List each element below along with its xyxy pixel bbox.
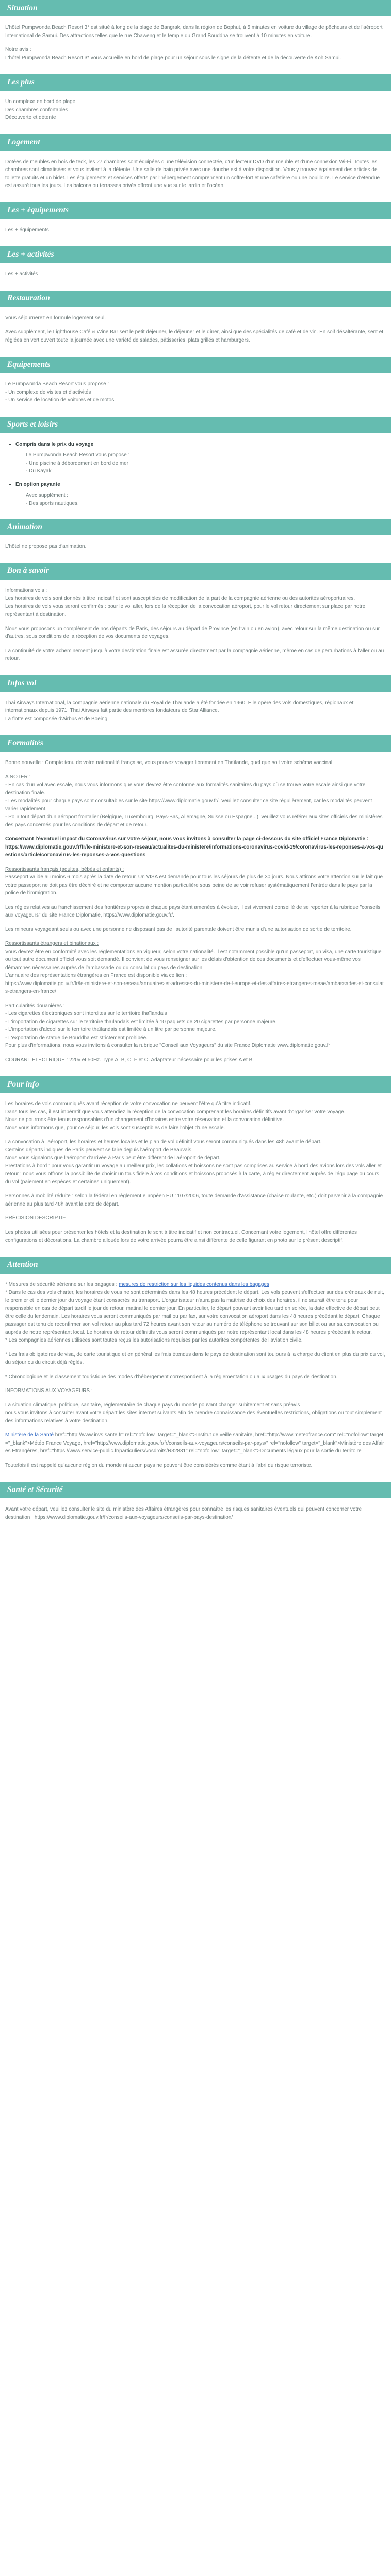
formalites-customs-heading: Particularités douanières : [5,1003,65,1009]
formalites-customs-item: - L'importation d'alcool sur le territoire thaïlandais est limitée à un litre par personne majeure. [5,1027,217,1032]
pour-info-subheading: PRÉCISION DESCRIPTIF [5,1215,66,1221]
sports-paid-item: Avec supplément : [26,493,69,498]
sports-title: Sports et loisirs [7,420,58,429]
bon-savoir-section [0,587,391,675]
situation-header [0,0,391,16]
pour-info-text: Dans tous les cas, il est impératif que vous attendiez la réception de la convocation comprenant les horaires définitifs avant d'organiser votre voyage. [5,1109,346,1115]
bon-savoir-label: Informations vols : [5,587,47,594]
equipements-section [0,380,391,417]
pour-info-text: Les photos utilisées pour présenter les hôtels et la destination le sont à titre indicatif et non contractuel. Concernant votre logement, l'hôtel offre différentes configurations et décorations. La chambre allouée lors de votre arrivée pourra être ainsi différente de celle figurant en photo sur le présent descriptif. [5,1229,357,1243]
attention-header [0,1257,391,1274]
sante-title: Santé et Sécurité [7,1485,63,1494]
formalites-note: - En cas d'un vol avec escale, nous vous informons que vous devrez être conforme aux formalités sanitaires du pays où se trouve votre escale ainsi que votre destination finale. [5,782,366,796]
infos-vol-text: Thai Airways International, la compagnie aérienne nationale du Royal de Thaïlande a été fondée en 1960. Elle opère des vols domestiques, régionaux et internationaux depuis 1971. Thai Airways fait partie des membres fondateurs de Star Alliance. [5,700,354,714]
bon-savoir-title: Bon à savoir [7,566,49,575]
bon-savoir-text: Les horaires de vols vous seront confirmés : pour le vol aller, lors de la réception de la convocation aéroport, pour le vol retour directement sur place par notre représentant à destination. [5,603,366,617]
plus-item: Des chambres confortables [5,107,68,113]
infos-vol-header [0,675,391,692]
pour-info-section [0,1100,391,1257]
sante-header [0,1482,391,1498]
animation-header [0,519,391,535]
activites-plus-text: Les + activités [5,271,38,277]
formalites-borders-text: Les règles relatives au franchissement des frontières propres à chaque pays étant amenées à évoluer, il est vivement conseillé de se reporter à la rubrique "conseils aux voyageurs" du site France Diplomatie, https://www.diplomatie.gouv.fr/. [5,904,381,918]
plus-title: Les plus [7,77,35,87]
pour-info-title: Pour info [7,1079,39,1089]
formalites-note-label: A NOTER : [5,774,31,780]
attention-health-link[interactable]: Ministère de la Santé [5,1432,54,1438]
pour-info-text: Nous vous signalons que l'aéroport d'arrivée à Paris peut être différent de l'aéroport de départ. [5,1155,221,1161]
formalites-minors-text: Les mineurs voyageant seuls ou avec une personne ne disposant pas de l'autorité parentale doivent être munis d'une autorisation de sortie de territoire. [5,926,352,933]
attention-text: * Dans le cas des vols charter, les horaires de vous ne sont déterminés dans les 48 heures précédent le départ. Les vols peuvent s'effectuer sur des créneaux de nuit, le premier et le dernier jour du voyage étant consacrés au transport. L'organisateur n'aura pas la maîtrise du choix des horaires, il ne saurait être tenu pour responsable en cas de départ tardif le jour de retour, matinal le dernier jour. En particulier, le départ pouvant avoir lieu tard en soirée, la date effective de départ peut être celle du lendemain. Les horaires vous seront communiqués par mail ou par fax, sur votre convocation aéroport dans les 48 heures précédant le départ. Chaque passager est tenu de reconfirmer son vol retour au plus tard 72 heures avant son retour au numéro de téléphone se trouvant sur son billet ou sur sa convocation ou auprès de notre représentant local. Le horaires de retour définitifs vous seront communiqués par notre représentant local dans les 48 heures précédant le retour. [5,1290,384,1335]
formalites-power: COURANT ELECTRIQUE : 220v et 50Hz. Type A, B, C, F et O. Adaptateur nécessaire pour les prises A et B. [5,1057,254,1063]
equipements-item: - Un complexe de visites et d'activités [5,389,91,395]
infos-vol-text: La flotte est composée d'Airbus et de Boeing. [5,716,109,722]
restauration-formula: Vous séjournerez en formule logement seul. [5,315,106,321]
sports-included-item: Le Pumpwonda Beach Resort vous propose : [26,452,130,458]
logement-section [0,158,391,202]
pour-info-text: Nous vous informons que, pour ce séjour, les vols sont susceptibles de faire l'objet d'une escale. [5,1125,225,1131]
situation-section [0,24,391,74]
attention-text: * Les compagnies aériennes utilisées sont toutes reçus les autorisations requises par les autorités compétentes de l'aviation civile. [5,1337,303,1343]
logement-title: Logement [7,138,40,147]
activites-plus-header [0,246,391,263]
sports-paid-heading: • En option payante [15,481,386,489]
bon-savoir-text: Les horaires de vols sont donnés à titre indicatif et sont susceptibles de modification de la part de la compagnie aérienne ou des autorités aéroportuaires. [5,596,355,601]
formalites-header [0,735,391,752]
formalites-title: Formalités [7,738,43,748]
pour-info-text: Personnes à mobilité réduite : selon la fédéral en règlement européen EU 1107/2006, toute demande d'assistance (chaise roulante, etc.) doit parvenir à la compagnie aérienne au plus tard 48h avant la date de départ. [5,1193,383,1207]
sports-included-item: - Une piscine à débordement en bord de mer [26,460,129,466]
attention-text: * Les frais obligatoires de visa, de carte touristique et en général les frais étendus dans le pays de destination sont toujours à la charge du client en plus du prix du vol, du séjour ou du circuit déjà réglés. [5,1351,385,1365]
sante-text: Avant votre départ, veuillez consulter le site du ministère des Affaires étrangères pour connaître les risques sanitaires éventuels qui peuvent concerner votre destination : https://www.diplomatie.gouv.fr/fr/conseils-aux-voyageurs/conseils-par-pays-destination/ [5,1506,362,1520]
formalites-french-text: Passeport valide au moins 6 mois après la date de retour. Un VISA est demandé pour tous les séjours de plus de 30 jours. Nous attirons votre attention sur le fait que votre passeport ne doit pas être déchiré et ne comporter aucune mention particulière sous peine de se voir refuser systématiquement l'entrée dans le pays par la police de l'immigration. [5,874,383,896]
attention-security-label: * Mesures de sécurité aérienne sur les bagages : [5,1281,119,1287]
formalites-foreign-text: Vous devrez être en conformité avec les réglementations en vigueur, selon votre nationalité. Il est notamment possible qu'un passeport, un visa, une carte touristique ou tout autre document officiel vous soit demandé. Il convient de vous renseigner sur les délais d'obtention de ces documents et d'effectuer vous-même vos démarches nécessaires auprès de l'ambassade ou du consulat du pays de destination. [5,948,382,971]
attention-section [0,1281,391,1482]
equip-plus-section [0,226,391,247]
sports-list-2 [5,481,386,489]
sports-section [0,440,391,519]
logement-text: Dotées de meubles en bois de teck, les 27 chambres sont équipées d'une télévision connectée, d'un lecteur DVD d'un meuble et d'une connexion Wi-Fi. Toutes les chambres sont climatisées et vous invitent à la détente. Une salle de bain privée avec une douche est à votre disposition. Vous y trouvez également des articles de toilette gratuits et un bidet. Les équipements et services offerts par l'hébergement comprennent un coffre-fort et une cafetière ou une bouilloire. Le service d'étendue est assuré tous les jours. Les balcons ou terrasses privés offrent une vue sur le jardin et l'océan. [5,159,380,189]
pour-info-text: Prestations à bord : pour vous garantir un voyage au meilleur prix, les collations et boissons ne sont pas comprises au service à bord des avions lors des vols aller et retour ; nous vous offrons la possibilité de choisir un tous fidèle à vos conditions et boissons proposés à la carte, à régler directement auprès de l'équipage ou cours du vol (paiement en espèces et certaines uniquement). [5,1163,382,1185]
formalites-customs-item: - Les cigarettes électroniques sont interdites sur le territoire thaïlandais [5,1011,167,1016]
equip-plus-header [0,202,391,219]
animation-text: L'hôtel ne propose pas d'animation. [5,544,87,549]
logement-header [0,134,391,151]
formalites-covid-heading: Concernant l'éventuel impact du Coronavirus sur votre séjour, nous vous invitons à consulter la page ci-dessous du site officiel France Diplomatie : [5,836,369,842]
attention-links [5,1431,386,1455]
situation-opinion-label: Notre avis : [5,47,31,53]
activites-plus-section [0,270,391,291]
attention-title: Attention [7,1260,38,1269]
equipements-header [0,357,391,373]
equipements-title: Equipements [7,360,51,369]
restauration-title: Restauration [7,294,50,303]
formalites-text: Bonne nouvelle : Compte tenu de votre nationalité française, vous pouvez voyager librement en Thaïlande, quel que soit votre schéma vaccinal. [5,760,334,766]
formalites-customs-item: - L'exportation de statue de Bouddha est strictement prohibée. [5,1035,148,1041]
infos-vol-section [0,699,391,736]
animation-title: Animation [7,522,43,531]
formalites-foreign-heading: Ressortissants étrangers et binationaux : [5,941,99,946]
bon-savoir-text: Nous vous proposons un complément de nos départs de Paris, des séjours au départ de Province (en train ou en avion), avec retour sur la même destination ou sur d'autres, sous conditions de la réception de vos documents de voyages. [5,625,380,639]
situation-opinion-text: L'hôtel Pumpwonda Beach Resort 3* vous accueille en bord de plage pour un séjour sous le signe de la détente et de la découverte de Koh Samui. [5,55,341,61]
formalites-french-heading: Ressortissants français (adultes, bébés et enfants) : [5,866,124,872]
bon-savoir-text: La continuité de votre acheminement jusqu'à votre destination finale est assurée directement par la compagnie aérienne, même en cas de perturbations à l'aller ou au retour. [5,648,384,662]
sports-paid-list [5,492,386,507]
situation-text: L'hôtel Pumpwonda Beach Resort 3* est situé à long de la plage de Bangrak, dans la région de Bophut, à 5 minutes en voiture du village de pêcheurs et de l'aéroport International de Samui. Des attractions telles que le rue Chaweng et le temple du Grand Bouddha se trouvent à 10 minutes en voiture. [5,25,383,39]
equip-plus-title: Les + équipements [7,206,69,215]
equipements-intro: Le Pumpwonda Beach Resort vous propose : [5,381,109,387]
sports-included-list [5,451,386,476]
plus-section [0,98,391,134]
plus-header [0,74,391,91]
sports-included-heading: • Compris dans le prix du voyage [15,440,386,449]
plus-item: Un complexe en bord de plage [5,99,76,105]
sports-list [5,440,386,449]
sports-header [0,417,391,433]
attention-text: * Chronologique et le classement touristique des modes d'hébergement correspondent à la réglementation ou aux usages du pays de destination. [5,1374,338,1380]
sante-section [0,1505,391,1534]
sports-paid-item: - Des sports nautiques. [26,500,79,506]
formalites-note: - Pour tout départ d'un aéroport frontalier (Belgique, Luxembourg, Pays-Bas, Allemagne, Suisse ou Espagne...), veuillez vous référer aux sites officiels des ministères des pays concernés pour les conditions de départ et de retour. [5,814,383,828]
situation-title: Situation [7,3,38,12]
equip-plus-text: Les + équipements [5,227,49,233]
pour-info-header [0,1076,391,1093]
attention-liquids-link[interactable]: mesures de restriction sur les liquides contenus dans les bagages [119,1281,269,1287]
formalites-customs-info: Pour plus d'informations, nous vous invitons à consulter la rubrique "Conseil aux Voyageurs" du site France Diplomatie www.diplomatie.gouv.fr [5,1043,330,1048]
attention-text: Toutefois il est rappelé qu'aucune région du monde ni aucun pays ne peuvent être considérés comme étant à l'abri du risque terroriste. [5,1462,313,1468]
formalites-note: - Les modalités pour chaque pays sont consultables sur le site https://www.diplomatie.gouv.fr/. Veuillez consulter ce site régulièrement, car les modalités peuvent varier rapidement. [5,798,372,812]
bon-savoir-header [0,563,391,580]
pour-info-text: Les horaires de vols communiqués avant réception de votre convocation ne peuvent l'être qu'à titre indicatif. [5,1101,252,1107]
formalites-covid-link[interactable]: https://www.diplomatie.gouv.fr/fr/le-ministere-et-son-reseau/actualites-du-ministere/informations-coronavirus-covid-19/coronavirus-les-reponses-a-vos-questions/article/coronavirus-les-reponses-a-vos-questions [5,844,383,858]
formalites-customs-item: - L'importation de cigarettes sur le territoire thaïlandais est limitée à 10 paquets de 20 cigarettes par personne majeure. [5,1019,277,1025]
attention-links-text: href="http://www.invs.sante.fr" rel="nofollow" target="_blank">Institut de veille sanitaire, href="http://www.meteofrance.com" rel="nofollow" target="_blank">Météo France Voyage, href="http://www.diplomatie.gouv.fr/fr/conseils-aux-voyageurs/conseils-par-pays/" rel="nofollow" target="_blank">Ministère des Affaires Etrangères, href="https://www.service-public.fr/particuliers/vosdroits/R32831" rel="nofollow" target="_blank">Documents légaux pour la sortie du territoire [5,1432,384,1454]
pour-info-text: Certains départs indiqués de Paris peuvent se faire depuis l'aéroport de Beauvais. [5,1147,193,1153]
sports-included-item: - Du Kayak [26,468,52,474]
attention-security-text [5,1281,386,1289]
formalites-directory-link[interactable]: https://www.diplomatie.gouv.fr/fr/le-ministere-et-son-reseau/annuaires-et-adresses-du-ministere-de-l-europe-et-des-affaires-etrangeres-meae/ambassades-et-consulats-etrangers-en-france/ [5,980,384,994]
animation-section [0,543,391,563]
infos-vol-title: Infos vol [7,679,37,688]
activites-plus-title: Les + activités [7,249,54,259]
formalites-section [0,759,391,1076]
formalites-directory-label: L'annuaire des représentations étrangères en France est disponible via ce lien : [5,973,187,978]
pour-info-text: La convocation à l'aéroport, les horaires et heures locales et le plan de vol définitif vous seront communiqués dans les 48h avant le départ. [5,1139,322,1145]
pour-info-text: Nous ne pourrons être tenus responsables d'un changement d'horaires entre votre réservation et la convocation définitive. [5,1117,284,1123]
restauration-header [0,291,391,307]
restauration-text: Avec supplément, le Lighthouse Café & Wine Bar sert le petit déjeuner, le déjeuner et le dîner, ainsi que des spécialités de café et de vin. En soif désaltérante, sent et réglées en vert ouvert toute la journée avec une variété de salades, pâtisseries, plats grillés et hamburgers. [5,329,384,343]
equipements-item: - Un service de location de voitures et de motos. [5,397,116,403]
attention-text: La situation climatique, politique, sanitaire, réglementaire de chaque pays du monde pouvant changer subitement et sans préavis [5,1402,300,1408]
attention-text: nous vous invitons à consulter avant votre départ les sites internet suivants afin de prendre connaissance des éventuelles restrictions, obligations ou tout simplement des informations relatives à votre destination. [5,1410,382,1424]
attention-travelers-heading: INFORMATIONS AUX VOYAGEURS : [5,1388,93,1394]
restauration-section [0,314,391,357]
plus-item: Découverte et détente [5,115,56,121]
